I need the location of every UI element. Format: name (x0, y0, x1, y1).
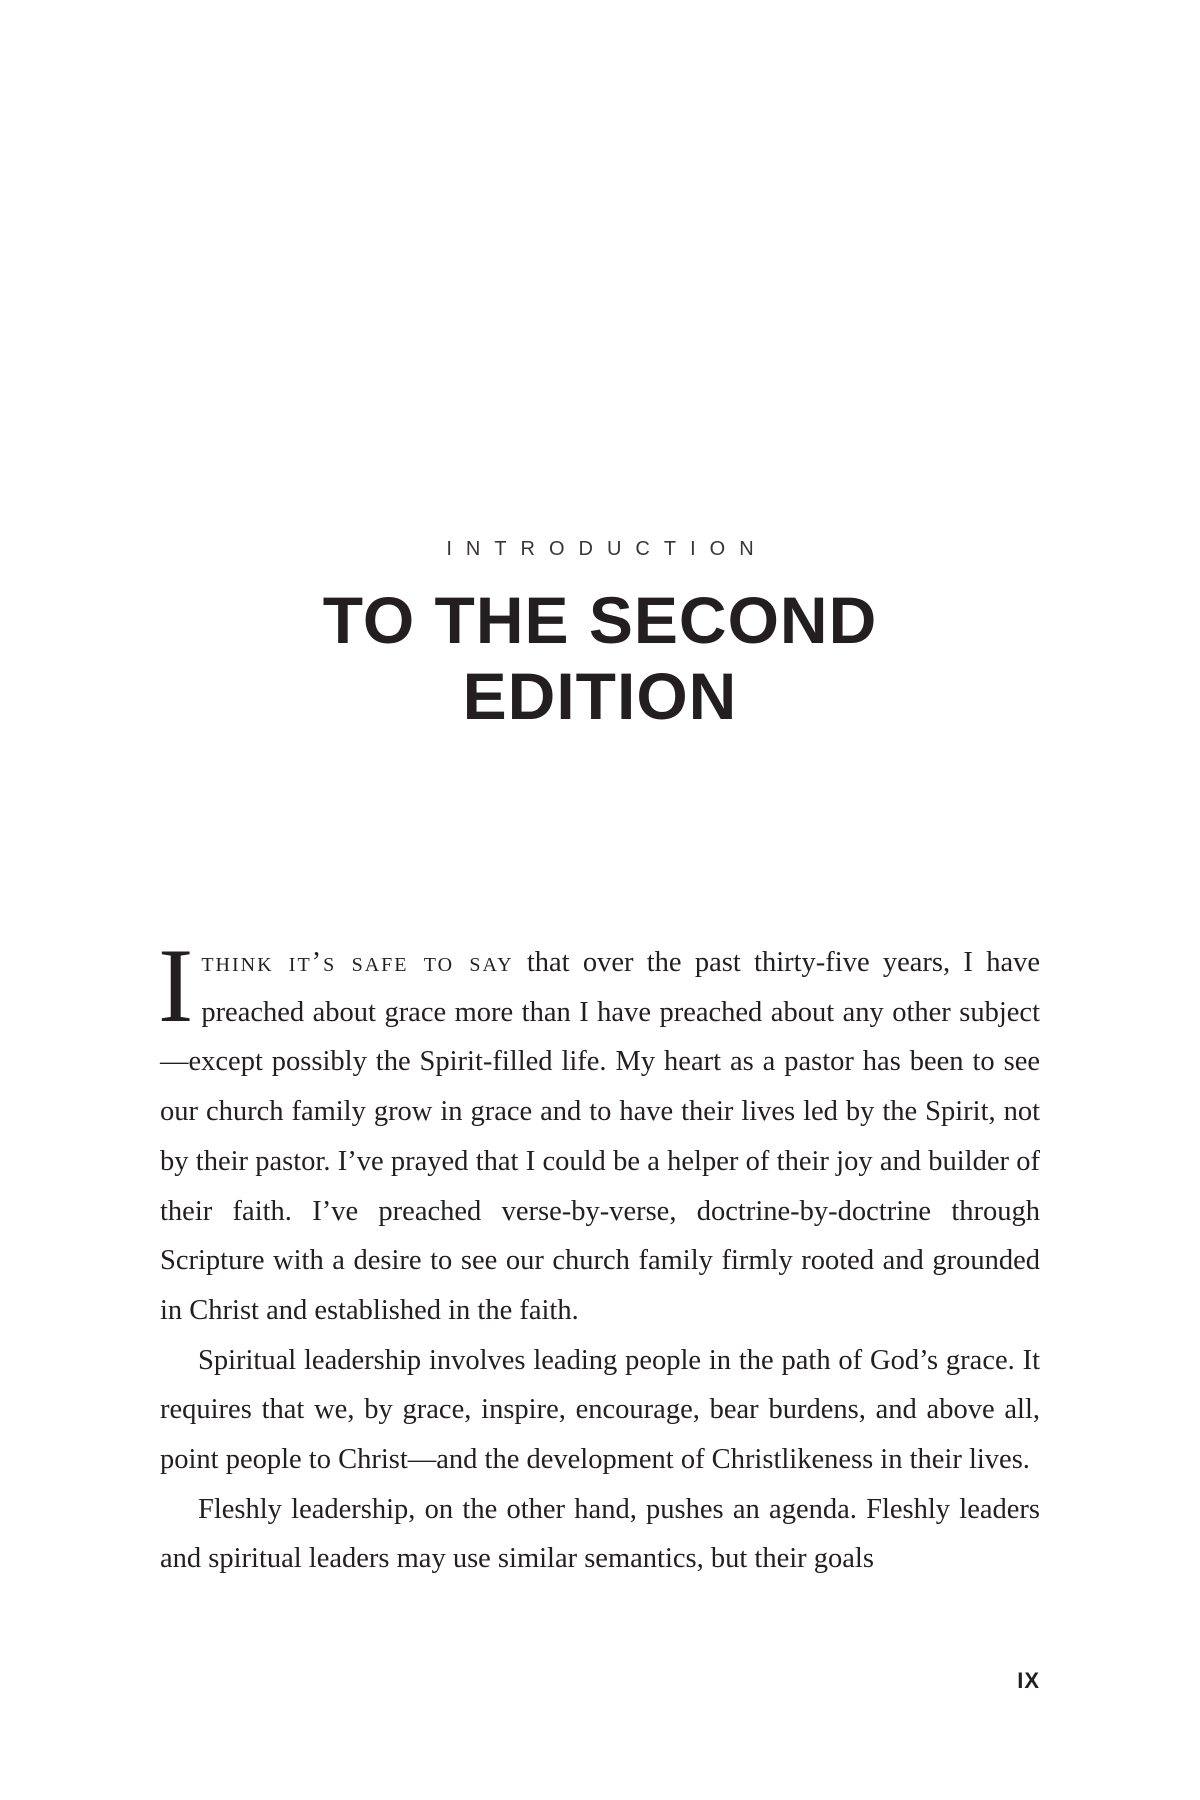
chapter-title (0, 582, 1200, 734)
chapter-title-line-2: EDITION (462, 659, 738, 733)
chapter-title-line-1: TO THE SECOND (322, 583, 878, 657)
paragraph-2: Spiritual leadership involves leading people in the path of God’s grace. It requires that we, by grace, inspire, encourage, bear burdens, and above all, point people to Christ—and the development of Christlikeness in their lives. (160, 1344, 1040, 1476)
paragraph-3: Fleshly leadership, on the other hand, pushes an agenda. Fleshly leaders and spiritual leaders may use similar semantics, but their goals (160, 1493, 1040, 1575)
chapter-kicker: INTRODUCTION (446, 538, 768, 560)
page-number: IX (1017, 1668, 1040, 1693)
body-text (158, 927, 1040, 1584)
paragraph-1-text: that over the past thirty-five years, I have preached about grace more than I have preached about any other subject—except possibly the Spirit-filled life. My heart as a pastor has been to see our church family grow in grace and to have their lives led by the Spirit, not by their pastor. I’ve prayed that I could be a helper of their joy and builder of their faith. I’ve preached verse-by-verse, doctrine-by-doctrine through Scripture with a desire to see our church family firmly rooted and grounded in Christ and established in the faith. (160, 947, 1040, 1326)
lead-in-smallcaps: think it’s safe to say (201, 947, 514, 978)
paragraph-1 (158, 927, 1040, 1336)
drop-cap: I (158, 927, 194, 1044)
